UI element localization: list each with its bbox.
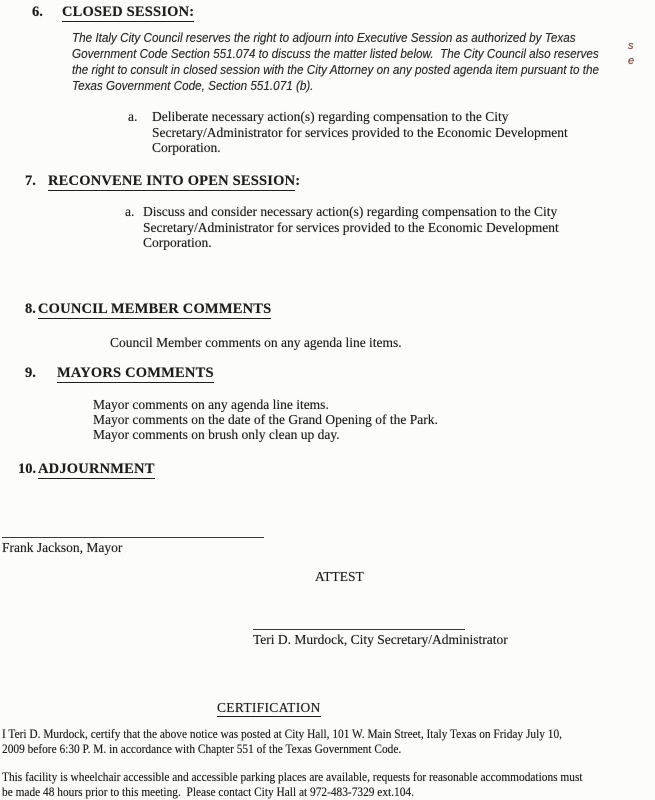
certification-heading: CERTIFICATION	[217, 700, 321, 715]
sub-item-line: Secretary/Administrator for services provided to the Economic Development	[143, 219, 559, 235]
accessibility-line: This facility is wheelchair accessible and accessible parking places are available, requests for reasonable accommodations must	[2, 770, 583, 784]
item9-title: MAYORS COMMENTS	[57, 365, 214, 381]
notice-line: Government Code Section 551.074 to discuss the matter listed below. The City Council also reserves	[72, 46, 599, 61]
item8-body: Council Member comments on any agenda line items.	[110, 335, 402, 350]
mayor-name: Frank Jackson, Mayor	[2, 540, 123, 555]
item9-heading	[57, 365, 214, 382]
sub-item-line: Corporation.	[152, 140, 221, 155]
item7-sub-a	[125, 204, 559, 251]
mayor-comment-line: Mayor comments on brush only clean up day.	[93, 427, 340, 442]
certification-line: I Teri D. Murdock, certify that the above notice was posted at City Hall, 101 W. Main Street, Italy Texas on Friday July 10,	[2, 727, 562, 741]
secretary-signature-line	[253, 629, 465, 630]
accessibility-paragraph	[2, 770, 583, 800]
item6-number: 6.	[32, 4, 43, 20]
scan-artifact: e	[628, 55, 635, 67]
mayor-signature-line	[2, 537, 264, 538]
sub-item-text	[152, 109, 568, 156]
certification-section-heading	[217, 699, 321, 717]
item8-title: COUNCIL MEMBER COMMENTS	[38, 301, 272, 317]
item9-number: 9.	[25, 365, 36, 381]
item7-heading	[48, 173, 300, 190]
sub-item-line: Discuss and consider necessary action(s) regarding compensation to the City	[143, 204, 558, 219]
notice-line: The Italy City Council reserves the right to adjourn into Executive Session as authorized by Texas	[72, 30, 576, 45]
mayor-comment-line: Mayor comments on any agenda line items.	[93, 397, 329, 412]
scan-artifact: s	[628, 40, 634, 52]
item7-number: 7.	[25, 173, 36, 189]
attest-label: ATTEST	[315, 569, 364, 584]
item6-title: CLOSED SESSION:	[62, 4, 195, 20]
item6-sub-a	[128, 109, 568, 156]
sub-item-label: a.	[128, 109, 138, 124]
item10-number: 10.	[18, 461, 37, 477]
mayor-comment-line: Mayor comments on the date of the Grand Opening of the Park.	[93, 412, 438, 427]
sub-item-text	[143, 204, 559, 251]
closed-session-notice	[72, 30, 599, 94]
item6-heading	[62, 4, 194, 21]
item7-title-colon: :	[295, 173, 301, 189]
sub-item-line: Corporation.	[143, 235, 212, 250]
notice-line: the right to consult in closed session with the City Attorney on any posted agenda item pursuant to the	[72, 62, 600, 77]
certification-paragraph	[2, 727, 562, 757]
notice-line: Texas Government Code, Section 551.071 (b).	[72, 78, 314, 93]
item8-heading	[38, 301, 271, 318]
sub-item-label: a.	[125, 204, 135, 219]
item10-heading	[38, 461, 155, 478]
item8-number: 8.	[25, 301, 36, 317]
sub-item-line: Deliberate necessary action(s) regarding compensation to the City	[152, 109, 509, 124]
item9-body	[93, 397, 438, 442]
secretary-name: Teri D. Murdock, City Secretary/Administrator	[253, 632, 508, 647]
item7-title: RECONVENE INTO OPEN SESSION	[48, 173, 296, 189]
accessibility-line: be made 48 hours prior to this meeting. Please contact City Hall at 972-483-7329 ext.104.	[2, 785, 414, 799]
certification-line: 2009 before 6:30 P. M. in accordance with Chapter 551 of the Texas Government Code.	[2, 742, 402, 756]
sub-item-line: Secretary/Administrator for services provided to the Economic Development	[152, 124, 568, 140]
item10-title: ADJOURNMENT	[38, 461, 155, 477]
